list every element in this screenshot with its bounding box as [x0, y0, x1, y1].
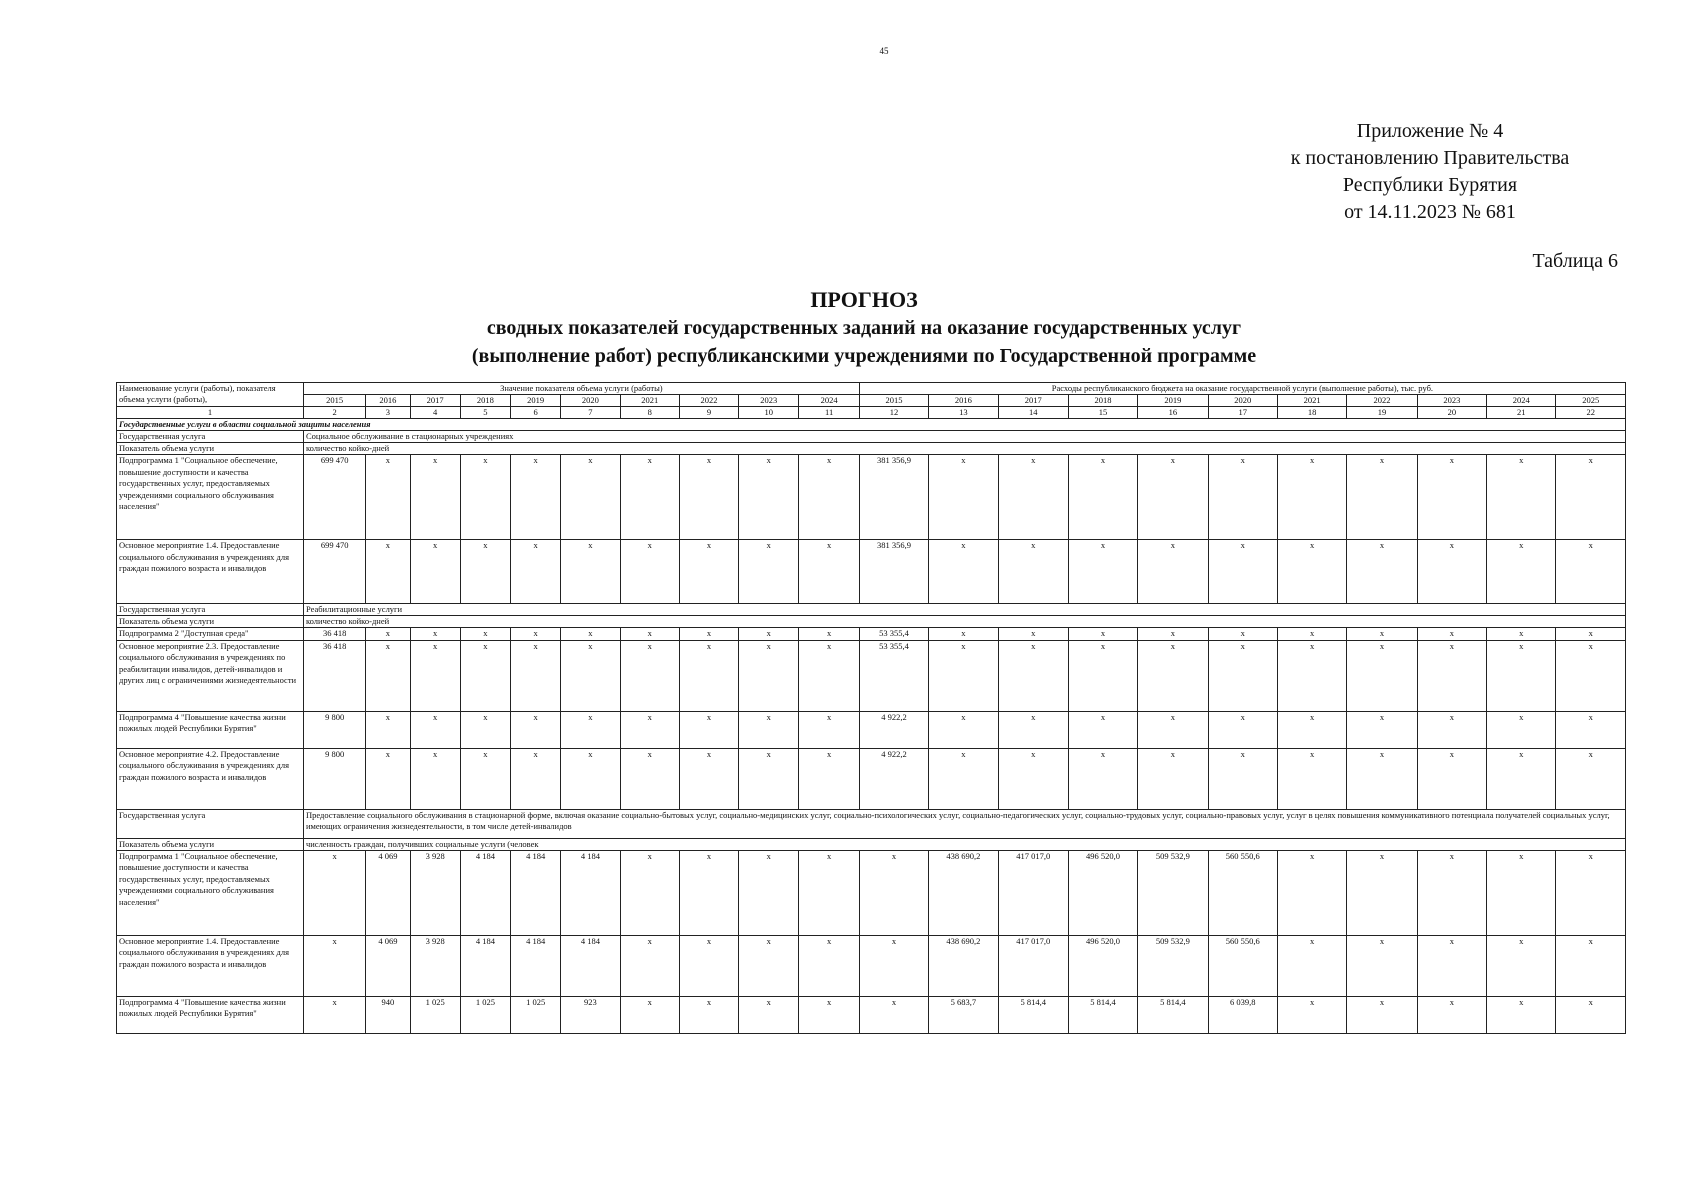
row-value: x [679, 748, 738, 809]
row-value: x [739, 748, 799, 809]
column-number: 2 [303, 407, 365, 419]
row-value: 53 355,4 [859, 640, 928, 711]
row-value: x [620, 748, 679, 809]
row-value: x [1347, 628, 1417, 641]
row-value: 381 356,9 [859, 540, 928, 604]
row-value: 5 683,7 [929, 996, 998, 1033]
row-value: x [739, 935, 799, 996]
row-value: 4 184 [561, 935, 620, 996]
info-text: количество койко-дней [303, 616, 1625, 628]
row-value: x [1556, 850, 1626, 935]
row-value: x [799, 935, 859, 996]
header-year-volume: 2018 [460, 395, 510, 407]
column-number: 11 [799, 407, 859, 419]
row-value: x [511, 640, 561, 711]
header-year-volume: 2016 [366, 395, 410, 407]
row-value: 923 [561, 996, 620, 1033]
row-value: x [1068, 540, 1137, 604]
row-value: 438 690,2 [929, 935, 998, 996]
column-number: 6 [511, 407, 561, 419]
row-value: x [1347, 640, 1417, 711]
row-value: x [1347, 996, 1417, 1033]
header-year-volume: 2023 [739, 395, 799, 407]
header-year-expense: 2019 [1138, 395, 1208, 407]
header-year-volume: 2020 [561, 395, 620, 407]
row-value: x [1138, 455, 1208, 540]
column-number: 14 [998, 407, 1068, 419]
row-value: 4 184 [460, 935, 510, 996]
row-value: x [410, 748, 460, 809]
row-label: Основное мероприятие 1.4. Предоставление социального обслуживания в учреждениях для граждан пожилого возраста и инвалидов [117, 540, 304, 604]
row-value: x [929, 711, 998, 748]
row-value: 417 017,0 [998, 850, 1068, 935]
info-text: Реабилитационные услуги [303, 604, 1625, 616]
row-value: x [620, 711, 679, 748]
row-value: x [929, 540, 998, 604]
row-value: x [1556, 628, 1626, 641]
row-value: x [799, 455, 859, 540]
column-number: 21 [1487, 407, 1556, 419]
row-value: x [998, 628, 1068, 641]
row-value: x [511, 455, 561, 540]
column-number: 16 [1138, 407, 1208, 419]
row-value: 4 922,2 [859, 711, 928, 748]
row-value: x [1417, 540, 1486, 604]
header-year-expense: 2018 [1068, 395, 1137, 407]
row-value: x [1556, 935, 1626, 996]
row-value: 9 800 [303, 711, 365, 748]
row-value: 438 690,2 [929, 850, 998, 935]
row-value: x [366, 748, 410, 809]
row-value: x [739, 540, 799, 604]
info-label: Показатель объема услуги [117, 443, 304, 455]
header-row [117, 383, 1626, 395]
row-value: x [366, 628, 410, 641]
row-label: Основное мероприятие 1.4. Предоставление социального обслуживания в учреждениях для граждан пожилого возраста и инвалидов [117, 935, 304, 996]
row-value: x [1487, 711, 1556, 748]
row-value: x [1417, 628, 1486, 641]
row-value: x [303, 935, 365, 996]
table-row [117, 935, 1626, 996]
column-number: 1 [117, 407, 304, 419]
row-value: x [620, 996, 679, 1033]
row-value: x [679, 455, 738, 540]
row-value: x [1487, 640, 1556, 711]
row-label: Основное мероприятие 4.2. Предоставление социального обслуживания в учреждениях для граждан пожилого возраста и инвалидов [117, 748, 304, 809]
row-value: 509 532,9 [1138, 850, 1208, 935]
row-value: x [1277, 540, 1346, 604]
row-value: x [1556, 748, 1626, 809]
row-value: x [303, 850, 365, 935]
row-value: 3 928 [410, 935, 460, 996]
annex-line-4: от 14.11.2023 № 681 [1344, 201, 1516, 223]
row-value: x [366, 540, 410, 604]
row-value: x [799, 850, 859, 935]
header-year-volume: 2022 [679, 395, 738, 407]
row-value: x [366, 640, 410, 711]
row-value: x [1347, 711, 1417, 748]
column-number: 8 [620, 407, 679, 419]
row-value: x [511, 748, 561, 809]
row-value: x [511, 711, 561, 748]
header-year-volume: 2015 [303, 395, 365, 407]
row-value: x [1138, 711, 1208, 748]
row-value: x [739, 628, 799, 641]
header-years-row [117, 395, 1626, 407]
row-value: x [561, 711, 620, 748]
document-title [0, 286, 1698, 370]
table-label: Таблица 6 [1532, 250, 1618, 272]
header-year-expense: 2022 [1347, 395, 1417, 407]
column-number: 3 [366, 407, 410, 419]
row-value: x [1487, 935, 1556, 996]
header-year-volume: 2019 [511, 395, 561, 407]
row-value: x [460, 628, 510, 641]
row-value: x [739, 455, 799, 540]
row-value: x [1138, 628, 1208, 641]
row-value: x [799, 628, 859, 641]
row-value: x [799, 540, 859, 604]
row-value: x [1487, 628, 1556, 641]
column-number: 5 [460, 407, 510, 419]
column-number: 15 [1068, 407, 1137, 419]
row-value: x [1208, 748, 1277, 809]
row-value: x [511, 628, 561, 641]
header-year-volume: 2017 [410, 395, 460, 407]
row-label: Подпрограмма 4 "Повышение качества жизни пожилых людей Республики Бурятия" [117, 996, 304, 1033]
header-year-expense: 2017 [998, 395, 1068, 407]
row-value: x [1487, 996, 1556, 1033]
row-value: 6 039,8 [1208, 996, 1277, 1033]
row-value: x [620, 935, 679, 996]
row-value: x [1208, 711, 1277, 748]
row-value: x [410, 628, 460, 641]
row-value: x [679, 628, 738, 641]
row-label: Подпрограмма 2 "Доступная среда" [117, 628, 304, 641]
row-value: x [1068, 640, 1137, 711]
table-row [117, 628, 1626, 641]
row-value: x [620, 640, 679, 711]
column-number: 20 [1417, 407, 1486, 419]
section-row [117, 419, 1626, 431]
row-value: x [1487, 850, 1556, 935]
row-value: 4 184 [511, 935, 561, 996]
row-value: x [1556, 996, 1626, 1033]
column-number: 10 [739, 407, 799, 419]
row-value: x [998, 640, 1068, 711]
row-value: x [859, 850, 928, 935]
header-year-volume: 2024 [799, 395, 859, 407]
row-value: 699 470 [303, 455, 365, 540]
row-value: 4 184 [561, 850, 620, 935]
info-label: Государственная услуга [117, 809, 304, 838]
info-text: численность граждан, получивших социальные услуги (человек [303, 838, 1625, 850]
row-value: x [620, 540, 679, 604]
row-value: x [1417, 850, 1486, 935]
row-value: 1 025 [460, 996, 510, 1033]
header-group-expenses: Расходы республиканского бюджета на оказание государственной услуги (выполнение работы), тыс. руб. [859, 383, 1625, 395]
forecast-table [116, 382, 1626, 1034]
row-value: x [1347, 540, 1417, 604]
row-value: x [1347, 850, 1417, 935]
row-value: x [679, 996, 738, 1033]
column-number: 19 [1347, 407, 1417, 419]
row-value: 5 814,4 [1068, 996, 1137, 1033]
row-value: x [1556, 540, 1626, 604]
info-label: Государственная услуга [117, 431, 304, 443]
annex-line-1: Приложение № 4 [1356, 120, 1504, 142]
row-value: 699 470 [303, 540, 365, 604]
row-value: x [1068, 455, 1137, 540]
row-value: x [739, 996, 799, 1033]
row-value: x [1417, 935, 1486, 996]
row-value: x [859, 996, 928, 1033]
info-text: Предоставление социального обслуживания в стационарной форме, включая оказание социально-бытовых услуг, социально-медицинских услуг, социально-психологических услуг, социально-педагогических услуг, социально-трудовых услуг, социально-правовых услуг, услуг в целях повышения коммуникативного потенциала получателей социальных услуг, имеющих ограничения жизнедеятельности, в том числе детей-инвалидов [303, 809, 1625, 838]
row-value: x [998, 455, 1068, 540]
table-row [117, 748, 1626, 809]
row-value: x [739, 850, 799, 935]
row-value: 1 025 [410, 996, 460, 1033]
title-line-1: ПРОГНОЗ [810, 287, 918, 312]
row-value: x [1208, 628, 1277, 641]
row-value: 4 922,2 [859, 748, 928, 809]
column-number: 22 [1556, 407, 1626, 419]
row-value: x [998, 711, 1068, 748]
page-number: 45 [879, 46, 889, 56]
header-year-volume: 2021 [620, 395, 679, 407]
title-line-3: (выполнение работ) республиканскими учреждениями по Государственной программе [471, 345, 1257, 367]
info-row [117, 431, 1626, 443]
row-value: x [1556, 455, 1626, 540]
row-value: x [1556, 711, 1626, 748]
row-value: 36 418 [303, 628, 365, 641]
info-text: количество койко-дней [303, 443, 1625, 455]
row-value: 496 520,0 [1068, 850, 1137, 935]
row-value: x [929, 628, 998, 641]
row-value: x [1068, 711, 1137, 748]
column-number: 13 [929, 407, 998, 419]
column-number: 12 [859, 407, 928, 419]
row-value: x [1277, 455, 1346, 540]
row-value: x [859, 935, 928, 996]
header-year-expense: 2016 [929, 395, 998, 407]
row-value: x [1487, 455, 1556, 540]
row-value: x [1277, 711, 1346, 748]
table-row [117, 711, 1626, 748]
row-value: x [1347, 748, 1417, 809]
row-value: x [1347, 455, 1417, 540]
row-value: x [410, 540, 460, 604]
row-value: x [366, 455, 410, 540]
column-number: 17 [1208, 407, 1277, 419]
row-value: x [460, 540, 510, 604]
annex-block [1250, 118, 1610, 226]
row-value: x [1277, 640, 1346, 711]
info-row [117, 838, 1626, 850]
row-value: x [1208, 540, 1277, 604]
info-row [117, 809, 1626, 838]
row-value: x [460, 711, 510, 748]
row-value: x [679, 640, 738, 711]
row-value: 560 550,6 [1208, 850, 1277, 935]
row-value: x [620, 850, 679, 935]
row-value: x [1417, 455, 1486, 540]
row-value: 496 520,0 [1068, 935, 1137, 996]
row-value: x [1487, 748, 1556, 809]
row-value: x [998, 748, 1068, 809]
row-value: 4 069 [366, 850, 410, 935]
row-value: x [1277, 748, 1346, 809]
row-value: x [1417, 748, 1486, 809]
header-year-expense: 2024 [1487, 395, 1556, 407]
row-value: x [1487, 540, 1556, 604]
row-value: x [460, 455, 510, 540]
row-value: x [303, 996, 365, 1033]
row-value: x [739, 640, 799, 711]
row-value: 4 069 [366, 935, 410, 996]
row-label: Подпрограмма 1 "Социальное обеспечение, повышение доступности и качества государственных услуг, предоставляемых учреждениями социального обслуживания населения" [117, 455, 304, 540]
header-year-expense: 2021 [1277, 395, 1346, 407]
row-value: x [1347, 935, 1417, 996]
info-label: Показатель объема услуги [117, 616, 304, 628]
header-group-volume: Значение показателя объема услуги (работы) [303, 383, 859, 395]
row-value: x [998, 540, 1068, 604]
row-value: x [1277, 628, 1346, 641]
table-row [117, 850, 1626, 935]
column-number: 9 [679, 407, 738, 419]
row-value: x [561, 640, 620, 711]
row-value: x [561, 455, 620, 540]
row-value: x [410, 455, 460, 540]
row-value: x [511, 540, 561, 604]
info-label: Государственная услуга [117, 604, 304, 616]
row-value: x [1417, 996, 1486, 1033]
annex-line-3: Республики Бурятия [1342, 174, 1518, 196]
info-text: Социальное обслуживание в стационарных учреждениях [303, 431, 1625, 443]
row-value: x [620, 455, 679, 540]
row-value: x [1208, 640, 1277, 711]
row-value: x [1277, 996, 1346, 1033]
row-value: x [799, 996, 859, 1033]
row-value: x [1417, 640, 1486, 711]
row-value: 9 800 [303, 748, 365, 809]
header-year-expense: 2023 [1417, 395, 1486, 407]
info-row [117, 604, 1626, 616]
row-value: x [1068, 748, 1137, 809]
row-label: Основное мероприятие 2.3. Предоставление социального обслуживания в учреждениях по реабилитации инвалидов, детей-инвалидов и других лиц с ограничениями жизнедеятельности [117, 640, 304, 711]
info-row [117, 443, 1626, 455]
row-value: 417 017,0 [998, 935, 1068, 996]
header-year-expense: 2015 [859, 395, 928, 407]
column-number: 4 [410, 407, 460, 419]
row-value: x [1417, 711, 1486, 748]
row-value: x [366, 711, 410, 748]
row-label: Подпрограмма 1 "Социальное обеспечение, повышение доступности и качества государственных услуг, предоставляемых учреждениями социального обслуживания населения" [117, 850, 304, 935]
row-value: x [460, 748, 510, 809]
row-value: x [929, 640, 998, 711]
row-label: Подпрограмма 4 "Повышение качества жизни пожилых людей Республики Бурятия" [117, 711, 304, 748]
row-value: x [620, 628, 679, 641]
section-title: Государственные услуги в области социальной защиты населения [117, 419, 1626, 431]
row-value: 1 025 [511, 996, 561, 1033]
row-value: x [799, 711, 859, 748]
column-number: 7 [561, 407, 620, 419]
row-value: x [561, 628, 620, 641]
row-value: 36 418 [303, 640, 365, 711]
table-row [117, 640, 1626, 711]
row-value: x [410, 640, 460, 711]
header-year-expense: 2020 [1208, 395, 1277, 407]
info-label: Показатель объема услуги [117, 838, 304, 850]
table-row [117, 540, 1626, 604]
row-value: x [561, 540, 620, 604]
row-value: 560 550,6 [1208, 935, 1277, 996]
row-value: x [799, 640, 859, 711]
row-value: 381 356,9 [859, 455, 928, 540]
row-value: 940 [366, 996, 410, 1033]
row-value: x [1277, 850, 1346, 935]
annex-line-2: к постановлению Правительства [1290, 147, 1570, 169]
row-value: x [929, 455, 998, 540]
row-value: x [1138, 540, 1208, 604]
table-row [117, 996, 1626, 1033]
row-value: x [739, 711, 799, 748]
table-row [117, 455, 1626, 540]
row-value: x [799, 748, 859, 809]
row-value: 4 184 [460, 850, 510, 935]
row-value: x [1068, 628, 1137, 641]
row-value: x [1138, 748, 1208, 809]
row-value: 3 928 [410, 850, 460, 935]
row-value: x [929, 748, 998, 809]
row-value: x [410, 711, 460, 748]
header-name-cell: Наименование услуги (работы), показателя объема услуги (работы), [117, 383, 304, 407]
title-line-2: сводных показателей государственных заданий на оказание государственных услуг [486, 317, 1242, 339]
row-value: x [679, 711, 738, 748]
row-value: 4 184 [511, 850, 561, 935]
row-value: x [1556, 640, 1626, 711]
row-value: x [679, 540, 738, 604]
row-value: x [561, 748, 620, 809]
header-year-expense: 2025 [1556, 395, 1626, 407]
row-value: x [1138, 640, 1208, 711]
info-row [117, 616, 1626, 628]
row-value: x [679, 935, 738, 996]
row-value: 5 814,4 [1138, 996, 1208, 1033]
column-number: 18 [1277, 407, 1346, 419]
row-value: x [1277, 935, 1346, 996]
column-number-row [117, 407, 1626, 419]
row-value: 5 814,4 [998, 996, 1068, 1033]
row-value: x [1208, 455, 1277, 540]
row-value: 509 532,9 [1138, 935, 1208, 996]
row-value: x [679, 850, 738, 935]
row-value: 53 355,4 [859, 628, 928, 641]
row-value: x [460, 640, 510, 711]
